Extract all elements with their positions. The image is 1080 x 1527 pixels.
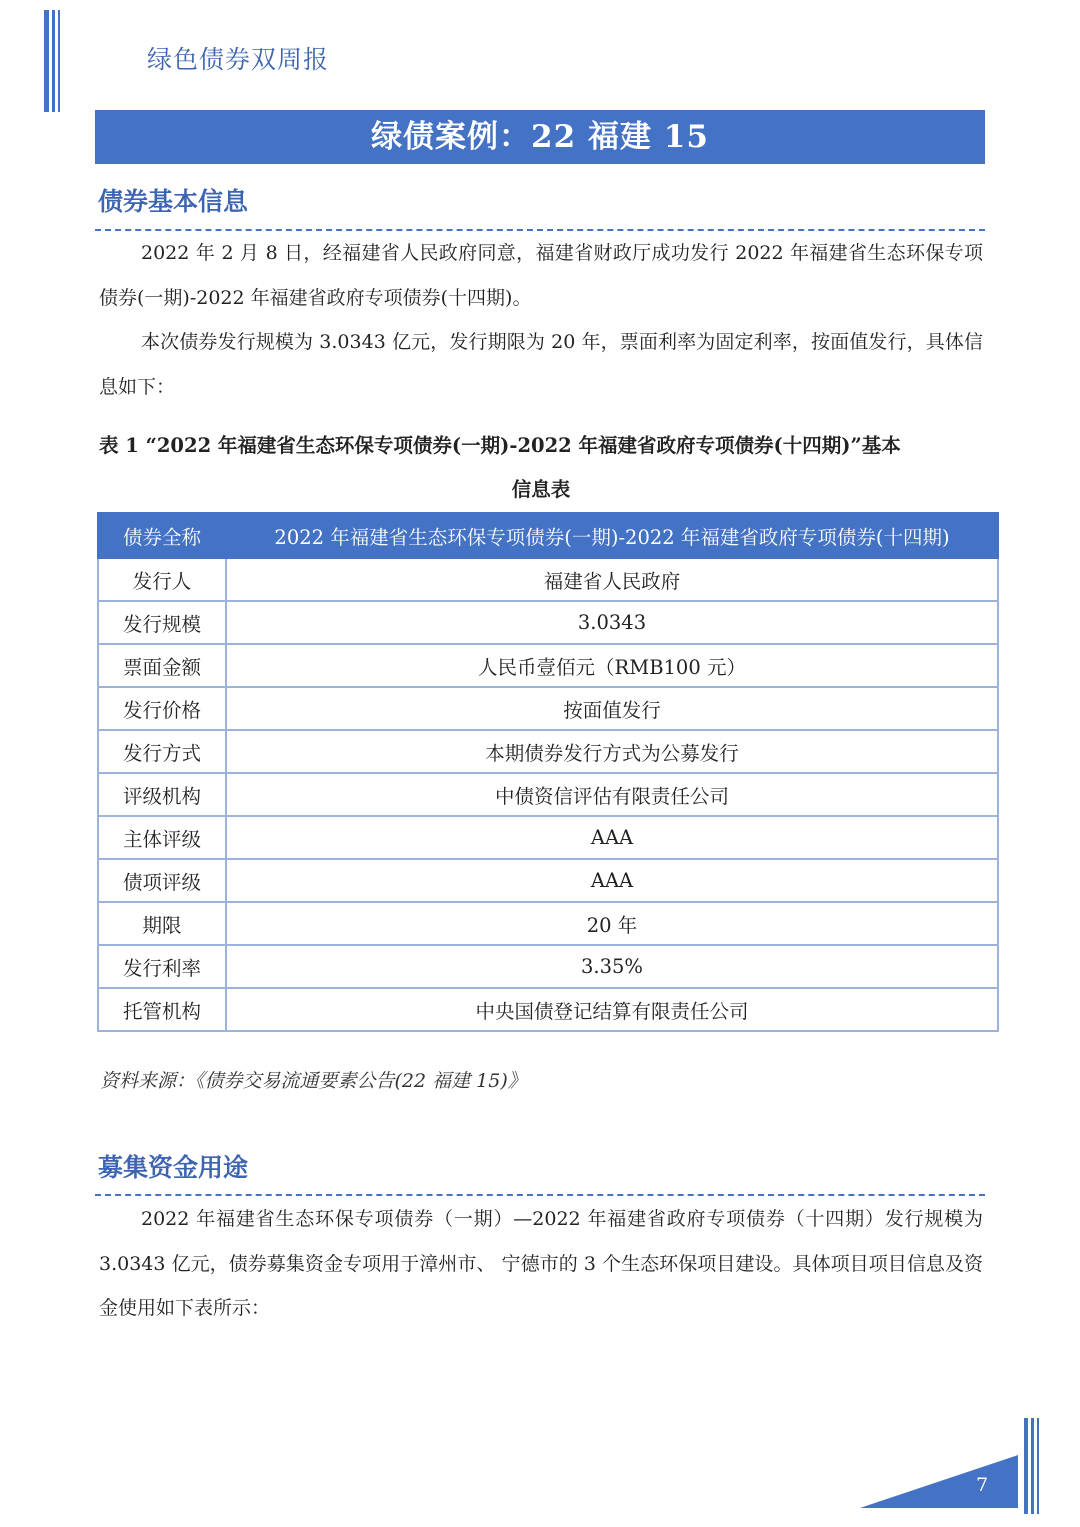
page-number: 7 — [976, 1474, 989, 1496]
table-header-key: 债券全称 — [98, 513, 226, 558]
row-value: 3.0343 — [226, 601, 998, 644]
section-title-basic-info: 债券基本信息 — [98, 187, 249, 216]
row-value: 人民币壹佰元（RMB100 元） — [226, 644, 998, 687]
row-key: 主体评级 — [98, 816, 226, 859]
bond-info-table — [97, 512, 999, 1032]
row-key: 发行利率 — [98, 945, 226, 988]
row-value: 20 年 — [226, 902, 998, 945]
section-divider — [95, 1194, 985, 1196]
row-key: 票面金额 — [98, 644, 226, 687]
table-row — [98, 644, 998, 687]
table-caption — [99, 424, 983, 512]
row-key: 期限 — [98, 902, 226, 945]
row-key: 发行方式 — [98, 730, 226, 773]
section-title-fund-use: 募集资金用途 — [98, 1153, 249, 1182]
row-value: 中债资信评估有限责任公司 — [226, 773, 998, 816]
row-value: 3.35% — [226, 945, 998, 988]
table-row — [98, 687, 998, 730]
table-row — [98, 902, 998, 945]
header-decor-bar-2 — [52, 10, 55, 112]
case-banner: 绿债案例：22 福建 15 — [95, 110, 985, 164]
row-key: 发行价格 — [98, 687, 226, 730]
report-title: 绿色债券双周报 — [147, 45, 330, 74]
paragraph-issue-scale: 本次债券发行规模为 3.0343 亿元，发行期限为 20 年，票面利率为固定利率，按面值发行，具体信息如下： — [99, 331, 983, 398]
header-decor-bar-1 — [44, 10, 49, 112]
table-row — [98, 816, 998, 859]
row-value: AAA — [226, 816, 998, 859]
table-row — [98, 988, 998, 1031]
paragraph-fund-use: 2022 年福建省生态环保专项债券（一期）—2022 年福建省政府专项债券（十四期）发行规模为 3.0343 亿元，债券募集资金专项用于漳州市、 宁德市的 3 个生态环保项目建设。具体项目项目信息及资金使用如下表所示： — [99, 1208, 983, 1319]
row-value: AAA — [226, 859, 998, 902]
row-value: 中央国债登记结算有限责任公司 — [226, 988, 998, 1031]
table-row — [98, 730, 998, 773]
table-source-note: 资料来源：《债券交易流通要素公告(22 福建 15)》 — [100, 1070, 527, 1092]
row-key: 托管机构 — [98, 988, 226, 1031]
table-row — [98, 773, 998, 816]
row-value: 本期债券发行方式为公募发行 — [226, 730, 998, 773]
footer-decor-bars — [1024, 1418, 1044, 1514]
table-row — [98, 945, 998, 988]
row-key: 债项评级 — [98, 859, 226, 902]
table-header-value: 2022 年福建省生态环保专项债券(一期)-2022 年福建省政府专项债券(十四期) — [226, 513, 998, 558]
row-key: 发行规模 — [98, 601, 226, 644]
table-row — [98, 601, 998, 644]
row-key: 评级机构 — [98, 773, 226, 816]
row-value: 按面值发行 — [226, 687, 998, 730]
row-key: 发行人 — [98, 558, 226, 601]
header-decor-bar-3 — [58, 10, 60, 112]
table-row — [98, 859, 998, 902]
paragraph-issue-intro: 2022 年 2 月 8 日，经福建省人民政府同意，福建省财政厅成功发行 2022 年福建省生态环保专项债券(一期)-2022 年福建省政府专项债券(十四期)。 — [99, 242, 983, 309]
table-row — [98, 558, 998, 601]
table-caption-line-2: 信息表 — [511, 478, 571, 501]
table-header-row — [98, 513, 998, 558]
footer-triangle-decor — [860, 1455, 1020, 1510]
row-value: 福建省人民政府 — [226, 558, 998, 601]
table-caption-line-1: 表 1 “2022 年福建省生态环保专项债券(一期)-2022 年福建省政府专项债券(十四期)”基本 — [99, 434, 901, 457]
